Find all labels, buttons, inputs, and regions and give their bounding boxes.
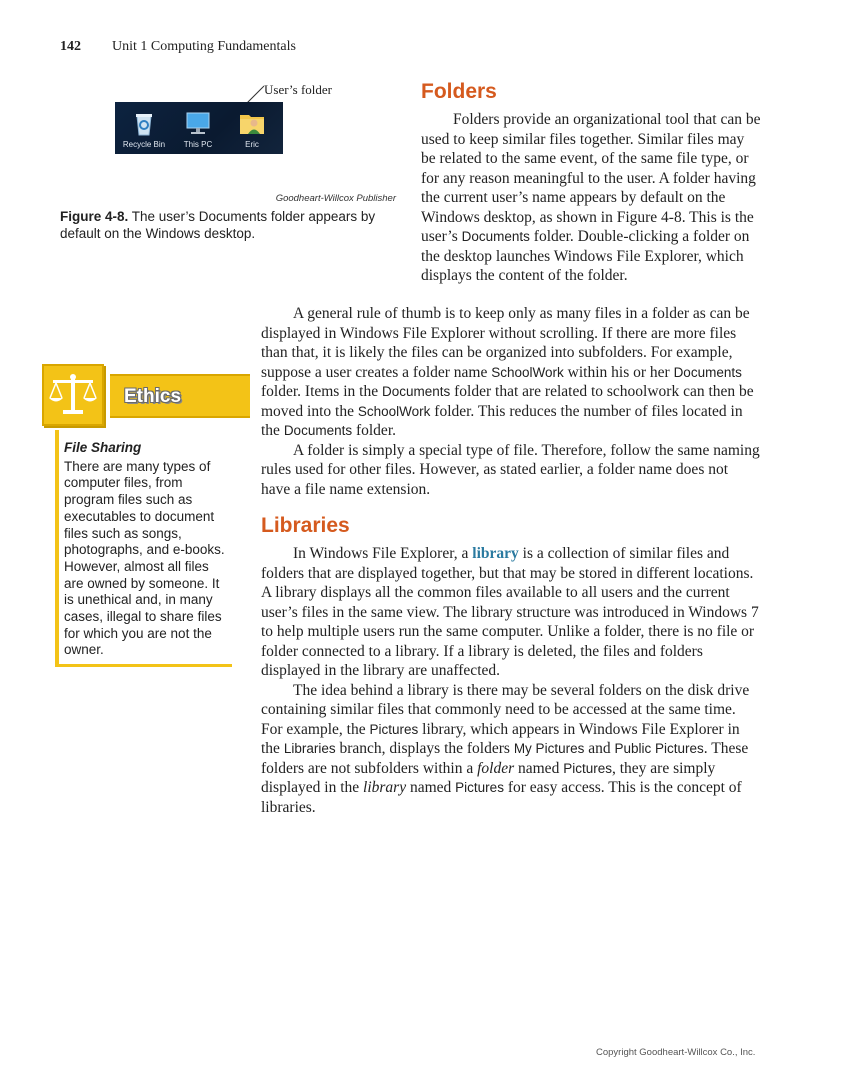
- paragraph: In Windows File Explorer, a library is a collection of similar files and folders that are displayed together, but that may be stored in different locations. A library displays all the common files available to all users and the current user’s files in the same view. The library structure was introduced in Windows 7 to help multiple users run the same computer. Unlike a folder, there is no file or folder connected to a library. If a library is deleted, the files and folders displayed in the library are unaffected.: [261, 545, 759, 679]
- ui-term: My Pictures: [513, 741, 585, 756]
- ui-term: Documents: [673, 364, 742, 380]
- ui-term: SchoolWork: [357, 403, 431, 419]
- recycle-bin-icon: [129, 108, 159, 138]
- desktop-icon-this-pc[interactable]: [175, 108, 221, 149]
- emphasis: folder: [477, 759, 515, 777]
- page-number: 142: [60, 39, 81, 54]
- paragraph: The idea behind a library is there may be several folders on the disk drive containing similar files that commonly need to be accessed at the same time. For example, the Pictures library, which appears in Windows File Explorer in the Libraries branch, displays the folders My Pictures and Public Pictures. These folders are not subfolders within a folder named Pictures, they are simply displayed in the library named Pictures for easy access. This is the concept of libraries.: [261, 681, 750, 816]
- unit-title: Unit 1 Computing Fundamentals: [112, 39, 296, 54]
- emphasis: library: [363, 779, 407, 796]
- libraries-body: [261, 544, 761, 817]
- ui-term: Pictures: [563, 760, 612, 776]
- ui-term: Pictures: [455, 780, 504, 795]
- user-folder-icon: [237, 108, 267, 138]
- computer-icon: [183, 108, 213, 138]
- ethics-content: [64, 440, 232, 659]
- section-heading-folders: Folders: [421, 80, 497, 103]
- ethics-sidebar-rule: [55, 430, 59, 667]
- ui-term: SchoolWork: [491, 364, 564, 380]
- desktop-icon-label: Recycle Bin: [122, 140, 166, 149]
- desktop-screenshot: [115, 102, 283, 154]
- ethics-title: Ethics: [124, 386, 182, 407]
- figure-caption-text: The user’s Documents folder appears by default on the Windows desktop.: [60, 209, 376, 241]
- desktop-icon-recycle-bin[interactable]: [121, 108, 167, 149]
- figure-caption: [60, 208, 395, 242]
- desktop-icon-label: Eric: [245, 140, 259, 149]
- ui-term: Documents: [283, 423, 353, 438]
- ui-term: Pictures: [369, 721, 419, 737]
- section-heading-libraries: Libraries: [261, 514, 350, 537]
- figure-credit: Goodheart-Willcox Publisher: [275, 193, 396, 204]
- ethics-sidebar-header: [40, 362, 200, 430]
- copyright-notice: Copyright Goodheart-Willcox Co., Inc.: [596, 1047, 756, 1058]
- folders-body: [261, 304, 761, 499]
- folders-intro: [421, 110, 761, 286]
- desktop-icon-label: This PC: [183, 140, 213, 149]
- key-term-library: library: [472, 545, 519, 562]
- desktop-icon-user-folder[interactable]: [229, 108, 275, 149]
- ui-term: Documents: [461, 229, 530, 244]
- ethics-body: There are many types of computer files, from program files such as executables to document files such as songs, photographs, and e-books. However, almost all files are owned by someone. It is unethical and, in many cases, illegal to share files for which you are not the owner.: [64, 458, 225, 658]
- ethics-icon-box: [42, 364, 104, 426]
- paragraph: Folders provide an organizational tool that can be used to keep similar files together. Similar files may be related to the same event, of the same file type, or for any reason meaningful to the user. A folder having the current user’s name appears by default on the Windows desktop, as shown in Figure 4-8. This is the user’s Documents folder. Double-clicking a folder on the desktop launches Windows File Explorer, which displays the content of the folder.: [421, 111, 761, 284]
- ui-term: Documents: [381, 384, 451, 399]
- ui-term: Libraries: [283, 741, 336, 756]
- figure-callout: User’s folder: [264, 82, 332, 97]
- scales-of-justice-icon: [44, 366, 102, 424]
- paragraph: A general rule of thumb is to keep only as many files in a folder as can be displayed in Windows File Explorer without scrolling. If there are more files than that, it is likely the files can be organized into subfolders. For example, suppose a user creates a folder name SchoolWork within his or her Documents folder. Items in the Documents folder that are related to schoolwork can then be moved into the SchoolWork folder. This reduces the number of files located in the Documents folder.: [261, 305, 754, 439]
- figure-number: Figure 4-8.: [60, 209, 129, 224]
- ui-term: Public Pictures: [614, 741, 704, 756]
- paragraph: A folder is simply a special type of file. Therefore, follow the same naming rules used for other files. However, as stated earlier, a folder name does not have a file name extension.: [261, 441, 760, 498]
- ethics-sidebar-rule-bottom: [55, 664, 232, 667]
- ethics-subtitle: File Sharing: [64, 440, 142, 455]
